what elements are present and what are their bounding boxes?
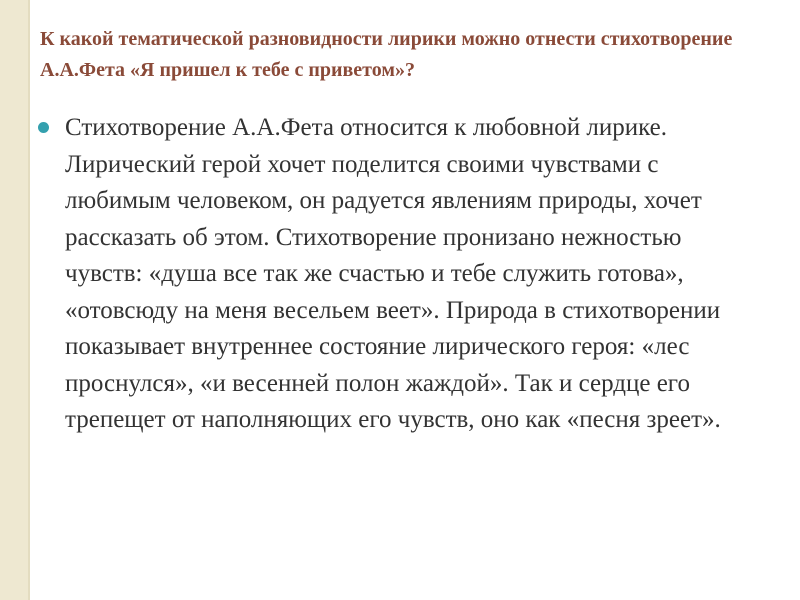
slide-title: К какой тематической разновидности лирики можно отнести стихотворение А.А.Фета «Я пришел к тебе с приветом»? (40, 28, 733, 81)
side-band (0, 0, 28, 600)
side-band-edge (28, 0, 30, 600)
bullet-text: Стихотворение А.А.Фета относится к любовной лирике. Лирический герой хочет поделится своими чувствами с любимым человеком, он радуется явлениям природы, хочет рассказать об этом. Стихотворение пронизано нежностью чувств: «душа все так же счастью и тебе служить готова», «отовсюду на меня весельем веет». Природа в стихотворении показывает внутреннее состояние лирического героя: «лес проснулся», «и весенней полон жаждой». Так и сердце его трепещет от наполняющих его чувств, оно как «песня зреет». (65, 114, 721, 433)
slide-content (38, 110, 758, 439)
bullet-item (38, 110, 758, 439)
bullet-dot-icon (38, 122, 49, 133)
